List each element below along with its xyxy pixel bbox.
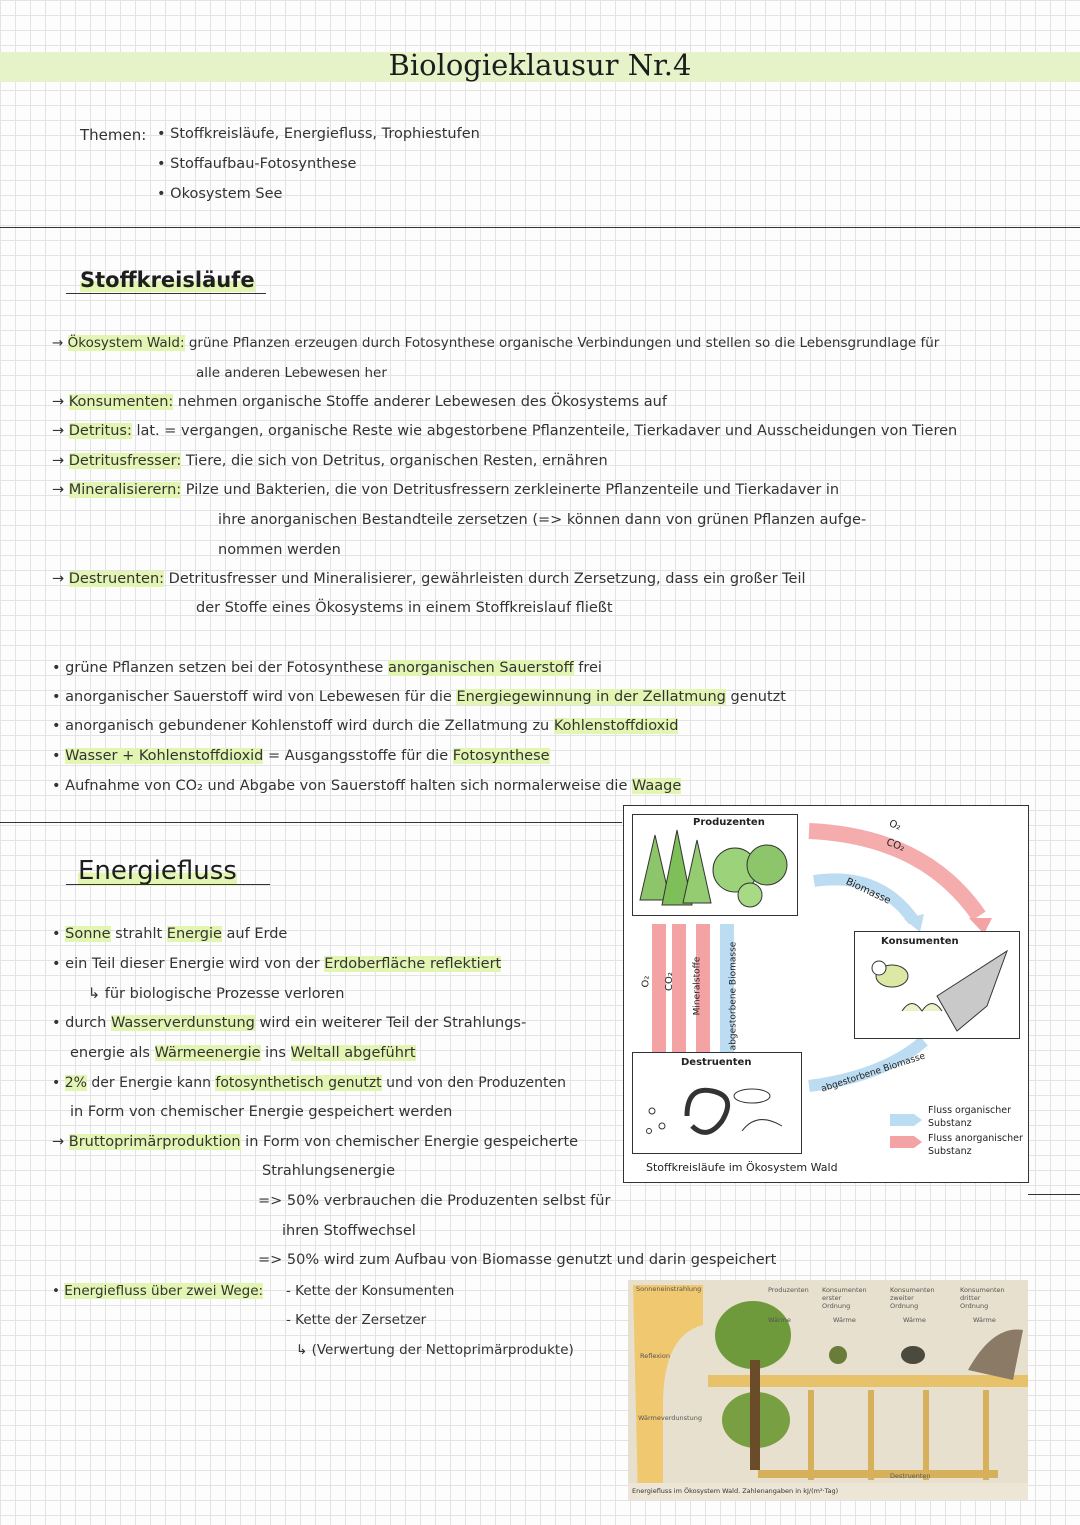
heading-stoffkreislaeufe: Stoffkreisläufe — [80, 268, 255, 292]
label-o2: O₂ — [887, 818, 903, 833]
photo-label-waermeverdunstung: Wärmeverdunstung — [638, 1414, 702, 1422]
ef-line-1: • Sonne strahlt Energie auf Erde — [52, 926, 288, 942]
label-abg-biomasse-arc: abgestorbene Biomasse — [820, 1051, 927, 1095]
arrow-co2-vert — [672, 924, 686, 1064]
entry-mineralisierer-line2: ihre anorganischen Bestandteile zersetzen (=> können dann von grünen Pflanzen aufge- — [218, 512, 867, 528]
ef-line-3b: energie als Wärmeenergie ins Weltall abgeführt — [70, 1045, 416, 1061]
ef-line-6b: ihren Stoffwechsel — [282, 1223, 416, 1239]
ef-line-5b: Strahlungsenergie — [262, 1163, 395, 1179]
consumers-box — [854, 931, 1020, 1039]
photo-label-sonne: Sonneneinstrahlung — [636, 1285, 702, 1293]
themen-item-3: • Okosystem See — [157, 186, 283, 202]
ef-line-7: => 50% wird zum Aufbau von Biomasse genutzt und darin gespeichert — [258, 1252, 777, 1268]
bird-icon — [857, 946, 1017, 1036]
diagram-caption: Stoffkreisläufe im Ökosystem Wald — [646, 1161, 838, 1174]
photo-label-k2: Konsumenten zweiter Ordnung — [890, 1286, 935, 1310]
bullet-3: • anorganisch gebundener Kohlenstoff wird durch die Zellatmung zu Kohlenstoffdioxid — [52, 718, 679, 734]
heading-underline — [66, 293, 266, 294]
entry-konsumenten: → Konsumenten: nehmen organische Stoffe anderer Lebewesen des Ökosystems auf — [52, 394, 667, 410]
ef-line-8-label: • Energiefluss über zwei Wege: — [52, 1283, 264, 1299]
trees-icon — [635, 825, 795, 915]
ef-line-2b: ↳ für biologische Prozesse verloren — [88, 986, 345, 1002]
themen-item-1: • Stoffkreisläufe, Energiefluss, Trophiestufen — [157, 126, 480, 142]
entry-destruenten-line2: der Stoffe eines Ökosystems in einem Stoffkreislauf fließt — [196, 600, 613, 616]
themen-item-2: • Stoffaufbau-Fotosynthese — [157, 156, 357, 172]
worm-icon — [637, 1071, 797, 1151]
heading-energiefluss: Energiefluss — [78, 856, 237, 886]
label-o2-vert: O₂ — [640, 975, 652, 988]
ef-line-6a: => 50% verbrauchen die Produzenten selbst für — [258, 1193, 611, 1209]
legend-inorganic: Fluss anorganischer Substanz — [928, 1133, 1023, 1157]
consumers-label: Konsumenten — [881, 936, 959, 947]
photo-label-reflexion: Reflexion — [640, 1352, 670, 1360]
label-biomasse: Biomasse — [843, 876, 893, 907]
divider-mid-left — [0, 822, 622, 823]
entry-detritus: → Detritus: lat. = vergangen, organische Reste wie abgestorbene Pflanzenteile, Tierkadaver und Ausscheidungen von Tieren — [52, 423, 958, 439]
ef-line-8-item-3: ↳ (Verwertung der Nettoprimärprodukte) — [296, 1342, 574, 1358]
photo-label-k1: Konsumenten erster Ordnung — [822, 1286, 867, 1310]
energy-flow-photo — [628, 1280, 1028, 1500]
bullet-2: • anorganischer Sauerstoff wird von Lebewesen für die Energiegewinnung in der Zellatmung genutzt — [52, 689, 786, 705]
legend-organic: Fluss organischer Substanz — [928, 1105, 1012, 1129]
producers-box — [632, 814, 798, 916]
label-co2-vert: CO₂ — [663, 972, 675, 991]
ef-line-5a: → Bruttoprimärproduktion in Form von chemischer Energie gespeicherte — [52, 1134, 579, 1150]
ef-line-2: • ein Teil dieser Energie wird von der Erdoberfläche reflektiert — [52, 956, 502, 972]
label-abg-biomasse-vert: abgestorbene Biomasse — [728, 941, 739, 1051]
label-mineralstoffe: Mineralstoffe — [692, 956, 703, 1016]
ef-line-8-item-1: - Kette der Konsumenten — [286, 1283, 455, 1299]
photo-caption: Energiefluss im Ökosystem Wald. Zahlenangaben in kJ/(m²·Tag) — [632, 1487, 839, 1495]
entry-destruenten: → Destruenten: Detritusfresser und Mineralisierer, gewährleisten durch Zersetzung, dass ein großer Teil — [52, 571, 806, 587]
photo-label-waerme-4: Wärme — [973, 1316, 996, 1324]
heading-energiefluss-underline — [66, 884, 270, 885]
divider-mid-right — [1028, 1194, 1080, 1195]
entry-detritusfresser: → Detritusfresser: Tiere, die sich von Detritus, organischen Resten, ernähren — [52, 453, 608, 469]
ef-line-4a: • 2% der Energie kann fotosynthetisch genutzt und von den Produzenten — [52, 1075, 566, 1091]
themen-label: Themen: — [80, 126, 147, 144]
bullet-5: • Aufnahme von CO₂ und Abgabe von Sauerstoff halten sich normalerweise die Waage — [52, 778, 682, 794]
ef-line-3a: • durch Wasserverdunstung wird ein weiterer Teil der Strahlungs- — [52, 1015, 527, 1031]
photo-label-waerme-1: Wärme — [768, 1316, 791, 1324]
decomposers-label: Destruenten — [681, 1057, 752, 1068]
energy-flow-illustration — [628, 1280, 1028, 1500]
photo-label-destruenten: Destruenten — [890, 1472, 931, 1480]
entry-oekosystem-line2: alle anderen Lebewesen her — [196, 365, 387, 381]
photo-label-waerme-2: Wärme — [833, 1316, 856, 1324]
photo-label-waerme-3: Wärme — [903, 1316, 926, 1324]
decomposers-box — [632, 1052, 802, 1154]
entry-oekosystem: → Ökosystem Wald: grüne Pflanzen erzeugen durch Fotosynthese organische Verbindungen und stellen so die Lebensgrundlage für — [52, 335, 940, 351]
bullet-1: • grüne Pflanzen setzen bei der Fotosynthese anorganischen Sauerstoff frei — [52, 660, 602, 676]
entry-mineralisierer-line3: nommen werden — [218, 542, 341, 558]
bullet-4: • Wasser + Kohlenstoffdioxid = Ausgangsstoffe für die Fotosynthese — [52, 748, 550, 764]
cycle-diagram — [623, 805, 1029, 1183]
ef-line-4b: in Form von chemischer Energie gespeichert werden — [70, 1104, 453, 1120]
photo-label-produzenten: Produzenten — [768, 1286, 809, 1294]
page-title: Biologieklausur Nr.4 — [388, 48, 692, 82]
ef-line-8-item-2: - Kette der Zersetzer — [286, 1312, 427, 1328]
divider-top — [0, 227, 1080, 228]
arrow-o2-vert — [652, 924, 666, 1064]
photo-label-k3: Konsumenten dritter Ordnung — [960, 1286, 1005, 1310]
label-co2: CO₂ — [884, 837, 907, 854]
legend-swatches — [886, 1104, 926, 1154]
entry-mineralisierer: → Mineralisierern: Pilze und Bakterien, die von Detritusfressern zerkleinerte Pflanzenteile und Tierkadaver in — [52, 482, 840, 498]
producers-label: Produzenten — [693, 817, 765, 828]
